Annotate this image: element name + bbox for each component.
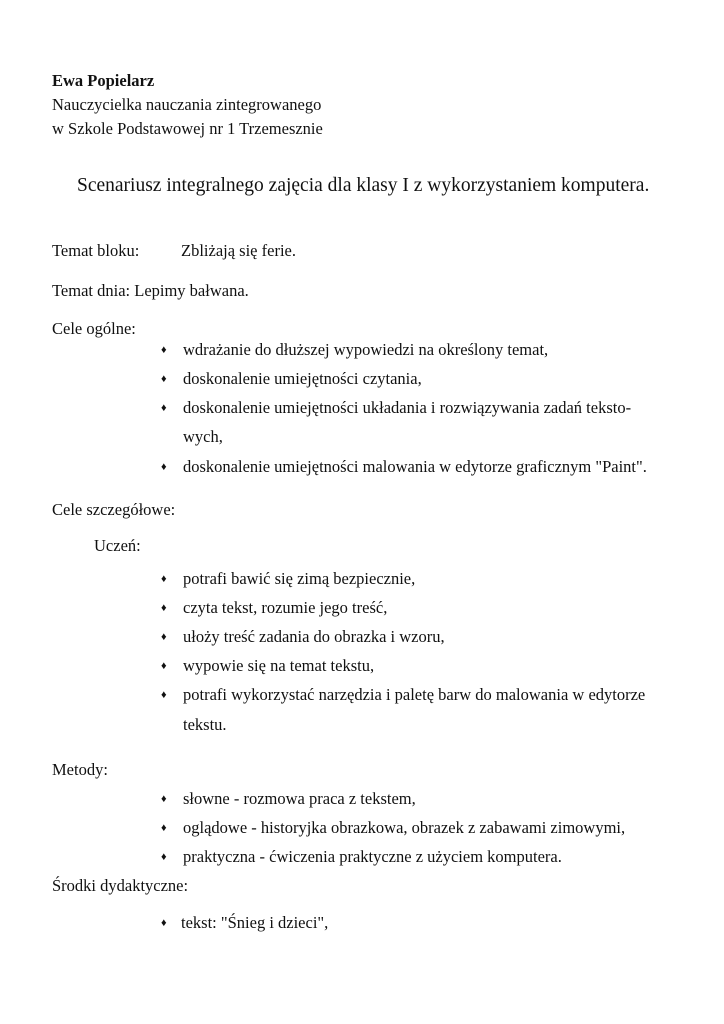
bullet-icon: ♦ [161,461,167,473]
block-topic-value: Zbliżają się ferie. [181,241,296,260]
bullet-icon: ♦ [161,793,167,805]
bullet-icon: ♦ [161,660,167,672]
specific-goal-item: potrafi bawić się zimą bezpiecznie, [183,569,416,588]
specific-goal-item: czyta tekst, rozumie jego treść, [183,598,388,617]
bullet-icon: ♦ [161,402,167,414]
general-goal-item-continuation: wych, [183,427,223,446]
method-item: oglądowe - historyjka obrazkowa, obrazek z zabawami zimowymi, [183,818,626,837]
author-role: Nauczycielka nauczania zintegrowanego [52,95,322,114]
specific-goal-item: potrafi wykorzystać narzędzia i paletę barw do malowania w edytorze [183,685,646,704]
bullet-icon: ♦ [161,573,167,585]
bullet-icon: ♦ [161,631,167,643]
author-school: w Szkole Podstawowej nr 1 Trzemesznie [52,119,323,138]
general-goal-item: wdrażanie do dłuższej wypowiedzi na określony temat, [183,340,549,359]
bullet-icon: ♦ [161,373,167,385]
specific-goal-item: ułoży treść zadania do obrazka i wzoru, [183,627,445,646]
bullet-icon: ♦ [161,689,167,701]
bullet-icon: ♦ [161,822,167,834]
materials-label: Środki dydaktyczne: [52,876,189,895]
day-topic: Temat dnia: Lepimy bałwana. [52,281,249,300]
specific-goal-item: wypowie się na temat tekstu, [183,656,375,675]
bullet-icon: ♦ [161,851,167,863]
methods-label: Metody: [52,760,108,779]
method-item: słowne - rozmowa praca z tekstem, [183,789,416,808]
specific-goal-item-continuation: tekstu. [183,715,227,734]
method-item: praktyczna - ćwiczenia praktyczne z użyciem komputera. [183,847,562,866]
general-goal-item: doskonalenie umiejętności układania i rozwiązywania zadań teksto- [183,398,632,417]
general-goal-item: doskonalenie umiejętności malowania w edytorze graficznym "Paint". [183,457,647,476]
general-goal-item: doskonalenie umiejętności czytania, [183,369,422,388]
specific-goals-label: Cele szczegółowe: [52,500,176,519]
bullet-icon: ♦ [161,917,167,929]
bullet-icon: ♦ [161,602,167,614]
block-topic-label: Temat bloku: [52,241,140,260]
material-item: tekst: "Śnieg i dzieci", [181,913,329,932]
specific-goals-sublabel: Uczeń: [94,536,141,555]
document-title: Scenariusz integralnego zajęcia dla klasy I z wykorzystaniem komputera. [77,175,650,196]
bullet-icon: ♦ [161,344,167,356]
author-name: Ewa Popielarz [52,71,155,90]
general-goals-label: Cele ogólne: [52,319,136,338]
